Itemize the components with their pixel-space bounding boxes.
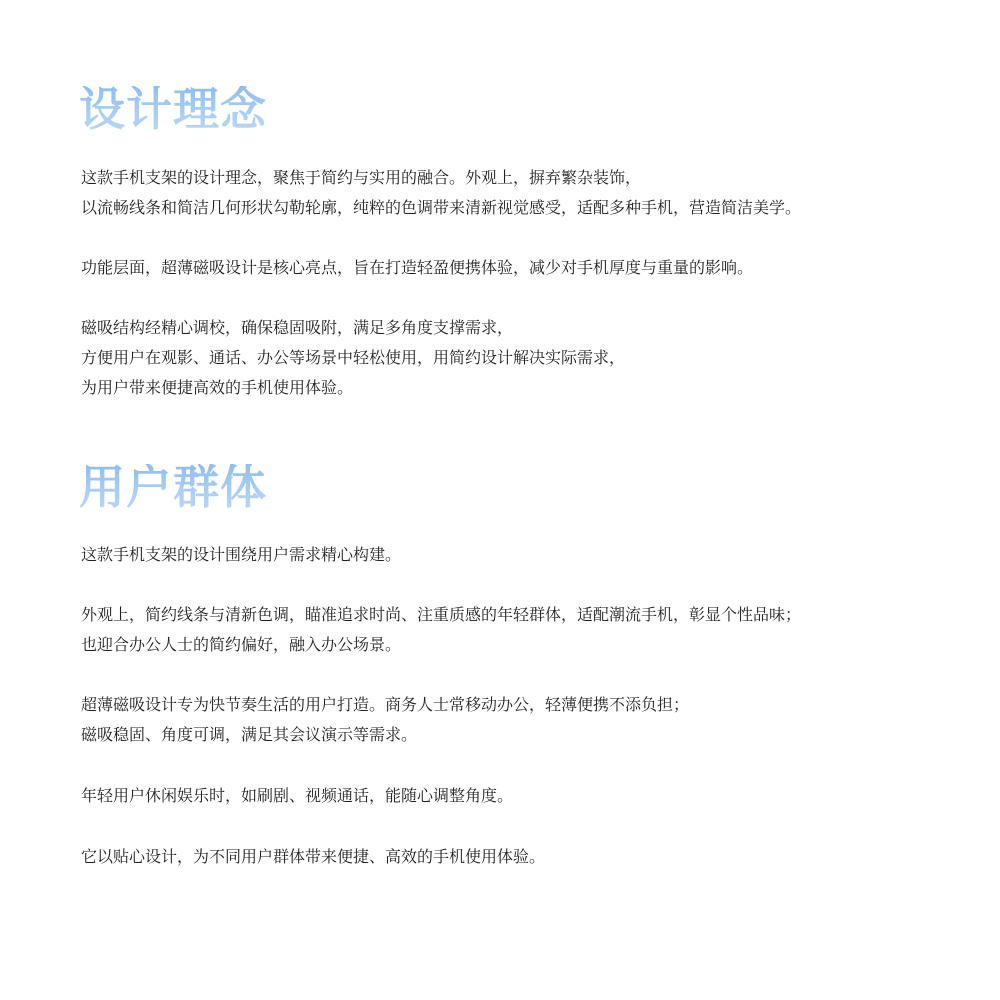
paragraph-line: 磁吸稳固、角度可调，满足其会议演示等需求。	[81, 725, 418, 744]
paragraph-line: 年轻用户休闲娱乐时，如刷剧、视频通话，能随心调整角度。	[81, 786, 514, 805]
paragraph	[81, 253, 753, 283]
paragraph-line: 也迎合办公人士的简约偏好，融入办公场景。	[81, 635, 402, 654]
paragraph-line: 方便用户在观影、通话、办公等场景中轻松使用，用简约设计解决实际需求，	[81, 348, 626, 367]
paragraph	[81, 781, 513, 811]
degree-mark-icon: °	[268, 79, 284, 114]
paragraph-line: 磁吸结构经精心调校，确保稳固吸附，满足多角度支撑需求，	[81, 318, 514, 337]
paragraph-line: 超薄磁吸设计专为快节奏生活的用户打造。商务人士常移动办公，轻薄便携不添负担；	[81, 695, 690, 714]
paragraph	[81, 690, 689, 750]
paragraph	[81, 600, 801, 660]
paragraph	[81, 163, 801, 223]
section-title-user-groups	[79, 457, 284, 514]
paragraph-line: 功能层面，超薄磁吸设计是核心亮点，旨在打造轻盈便携体验，减少对手机厚度与重量的影响。	[81, 258, 754, 277]
paragraph	[81, 313, 625, 403]
section-title-design-concept	[79, 79, 284, 136]
paragraph-line: 这款手机支架的设计围绕用户需求精心构建。	[81, 545, 402, 564]
section-title-text: 设计理念	[79, 82, 267, 136]
section-title-text: 用户群体	[79, 460, 267, 514]
paragraph-line: 以流畅线条和简洁几何形状勾勒轮廓，纯粹的色调带来清新视觉感受，适配多种手机，营造简洁美学。	[81, 198, 802, 217]
paragraph-line: 它以贴心设计，为不同用户群体带来便捷、高效的手机使用体验。	[81, 847, 546, 866]
paragraph	[81, 842, 545, 872]
paragraph-line: 这款手机支架的设计理念，聚焦于简约与实用的融合。外观上，摒弃繁杂装饰，	[81, 168, 642, 187]
paragraph-line: 外观上，简约线条与清新色调，瞄准追求时尚、注重质感的年轻群体，适配潮流手机，彰显个性品味；	[81, 605, 802, 624]
degree-mark-icon: °	[268, 457, 284, 492]
paragraph	[81, 540, 401, 570]
paragraph-line: 为用户带来便捷高效的手机使用体验。	[81, 378, 354, 397]
